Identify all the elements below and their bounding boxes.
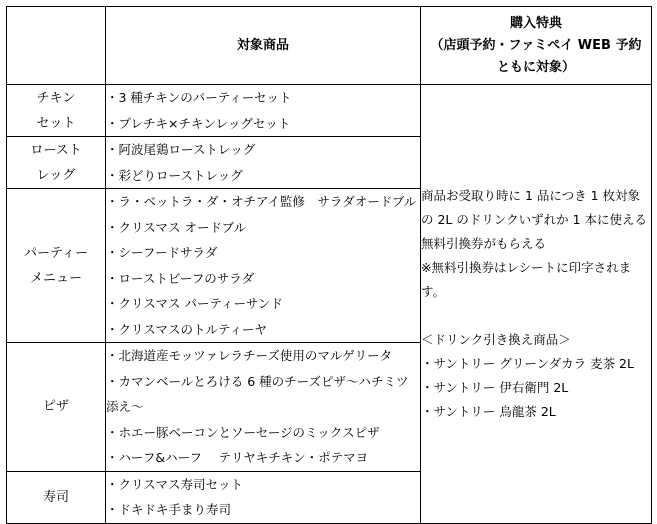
header-row [7, 7, 652, 85]
category-name-line: セット [36, 115, 76, 131]
category-name-line: メニュー [29, 270, 82, 286]
header-bonus [421, 7, 652, 85]
category-name-line: レッグ [36, 167, 76, 183]
category-pizza [7, 343, 106, 472]
header-bonus-line-2: （店頭予約・ファミペイ WEB 予約 [430, 37, 642, 53]
category-name-line: ピザ [42, 399, 69, 415]
list-item: ・ラ・ベットラ・ダ・オチアイ監修 サラダオードブル [106, 194, 417, 209]
product-list-sushi [106, 471, 421, 523]
christmas-promo-table [6, 6, 652, 524]
list-item: ・プレチキ×チキンレッグセット [106, 115, 291, 131]
category-roast-leg [7, 137, 106, 189]
list-item: ・ドキドキ手まり寿司 [106, 502, 232, 517]
list-item: ・クリスマスのトルティーヤ [106, 321, 268, 337]
list-item: ・北海道産モッツァレラチーズ使用のマルゲリータ [106, 348, 393, 363]
bonus-note: ※無料引換券はレシートに印字されます。 [421, 259, 632, 299]
product-list-chicken-set [106, 85, 421, 137]
category-party-menu [7, 189, 106, 343]
category-sushi [7, 471, 106, 523]
list-item: ・3 種チキンのパーティーセット [106, 90, 292, 105]
category-name-line: 寿司 [42, 489, 69, 505]
list-item: ・カマンベールとろける 6 種のチーズピザ～ハチミツ添え～ [106, 373, 409, 414]
drinks-title: ＜ドリンク引き換え商品＞ [421, 331, 571, 347]
drink-item: ・サントリー 烏龍茶 2L [421, 403, 556, 419]
list-item: ・ホエー豚ベーコンとソーセージのミックスピザ [106, 424, 380, 440]
product-list-pizza [106, 343, 421, 472]
list-item: ・クリスマス寿司セット [106, 476, 244, 492]
product-list-party-menu [106, 189, 421, 343]
list-item: ・阿波尾鶏ローストレッグ [106, 142, 256, 157]
drink-item: ・サントリー 伊右衛門 2L [421, 379, 569, 395]
list-item: ・彩どりローストレッグ [106, 167, 243, 183]
header-bonus-line-1: 購入特典 [509, 15, 562, 31]
list-item: ・クリスマス オードブル [106, 219, 247, 235]
header-category [7, 7, 106, 85]
drink-item: ・サントリー グリーンダカラ 麦茶 2L [421, 355, 634, 371]
category-name-line: チキン [36, 90, 76, 106]
header-bonus-line-3: ともに対象） [496, 59, 575, 75]
bonus-details [421, 85, 652, 524]
list-item: ・ハーフ&ハーフ テリヤキチキン・ポテマヨ [106, 450, 369, 465]
product-list-roast-leg [106, 137, 421, 189]
spacer [421, 304, 651, 328]
bonus-description: 商品お受取り時に 1 品につき 1 枚対象の 2L のドリンクいずれか 1 本に使える無料引換券がもらえる [421, 187, 648, 251]
category-name-line: ロースト [30, 142, 82, 158]
category-name-line: パーティー [24, 245, 88, 261]
list-item: ・シーフードサラダ [106, 245, 218, 260]
table-row-chicken-set [7, 85, 652, 137]
list-item: ・ローストビーフのサラダ [106, 270, 255, 286]
header-products: 対象商品 [106, 7, 421, 85]
list-item: ・クリスマス パーティーサンド [106, 296, 283, 311]
category-chicken-set [7, 85, 106, 137]
